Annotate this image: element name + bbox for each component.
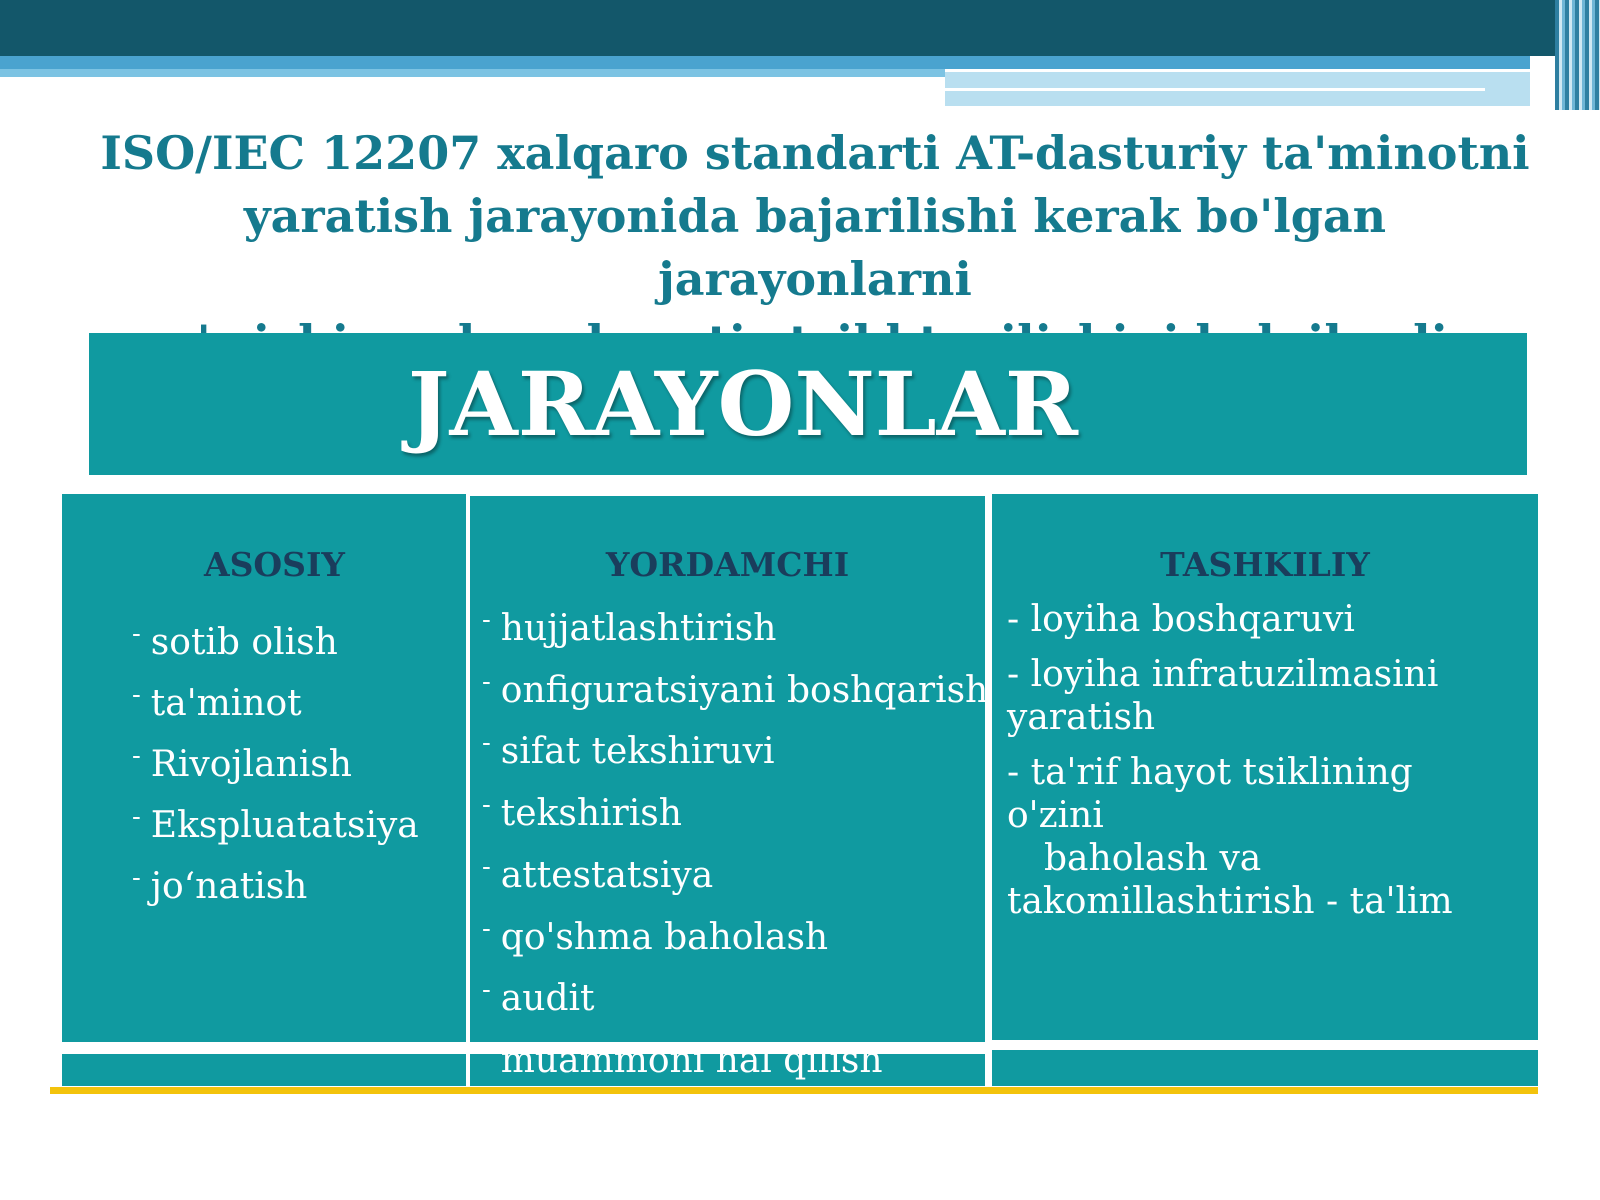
header-stripes <box>1555 0 1600 110</box>
list-item <box>132 608 419 669</box>
list-item <box>132 669 419 730</box>
bullet-dash: - <box>132 680 141 710</box>
list-item <box>132 852 419 913</box>
list-item <box>482 1026 988 1088</box>
bullet-dash: - <box>482 975 491 1006</box>
list-item <box>482 717 988 779</box>
list-item-text: sifat tekshiruvi <box>500 731 775 773</box>
headline-line-1: ISO/IEC 12207 xalqaro standarti AT-dasturiy ta'minotni <box>100 126 1530 180</box>
list-item-text: ta'minot <box>150 683 302 724</box>
column-heading-yordamchi: YORDAMCHI <box>605 545 850 584</box>
list-item-text-continued: baholash va <box>1044 838 1262 879</box>
banner-title: JARAYONLAR <box>407 352 1079 456</box>
headline-line-2: yaratish jarayonida bajarilishi kerak bo'lgan jarayonlarni <box>243 189 1387 306</box>
list-item-text: jo‘natish <box>150 866 308 907</box>
list-item <box>1007 751 1512 923</box>
header-bar-dark <box>0 0 1600 56</box>
list-item <box>482 841 988 903</box>
list-item <box>132 791 419 852</box>
bullet-dash: - <box>132 741 141 771</box>
list-item <box>482 656 988 718</box>
list-item <box>132 730 419 791</box>
column-heading-asosiy: ASOSIY <box>203 545 345 584</box>
processes-banner <box>89 333 1527 475</box>
list-item-text: - loyiha boshqaruvi <box>1007 599 1355 640</box>
list-item-text: sotib olish <box>150 622 338 663</box>
list-item <box>482 903 988 965</box>
list-item-text: Ekspluatatsiya <box>150 805 419 846</box>
list-item-text: audit <box>500 978 595 1020</box>
column-heading-tashkiliy: TASHKILIY <box>1160 545 1370 584</box>
bullet-dash: - <box>482 728 491 759</box>
bullet-dash: - <box>482 1036 491 1067</box>
tashkiliy-list <box>1007 598 1512 923</box>
list-item <box>1007 653 1512 739</box>
gold-divider-line <box>50 1087 1538 1094</box>
list-item-text: onfiguratsiyani boshqarish <box>500 669 989 711</box>
yordamchi-list <box>482 594 988 1088</box>
column-asosiy-footer <box>62 1054 466 1086</box>
bullet-dash: - <box>482 851 491 882</box>
list-item-text-continued: takomillashtirish - ta'lim <box>1007 881 1453 922</box>
bullet-dash: - <box>132 619 141 649</box>
asosiy-list <box>132 608 419 913</box>
list-item <box>482 964 988 1026</box>
header-accent-line <box>945 88 1485 91</box>
column-tashkiliy-footer <box>992 1050 1538 1086</box>
list-item-text: muammoni hal qilish <box>500 1039 883 1081</box>
list-item-text: qo'shma baholash <box>500 916 829 958</box>
bullet-dash: - <box>482 790 491 821</box>
list-item-text: attestatsiya <box>500 854 714 896</box>
header-bar-blue <box>0 56 1530 69</box>
list-item <box>482 594 988 656</box>
list-item-text: - loyiha infratuzilmasini <box>1007 654 1439 695</box>
list-item-text-continued: yaratish <box>1007 697 1156 738</box>
bullet-dash: - <box>132 802 141 832</box>
list-item <box>482 779 988 841</box>
bullet-dash: - <box>482 666 491 697</box>
list-item-text: Rivojlanish <box>150 744 352 785</box>
list-item-text: hujjatlashtirish <box>500 608 777 649</box>
list-item-text: - ta'rif hayot tsiklining o'zini <box>1007 752 1413 836</box>
list-item-text: tekshirish <box>500 793 682 835</box>
bullet-dash: - <box>482 913 491 944</box>
header-bar-light-blue <box>0 69 945 77</box>
bullet-dash: - <box>132 863 141 893</box>
list-item <box>1007 598 1512 641</box>
bullet-dash: - <box>482 605 491 635</box>
